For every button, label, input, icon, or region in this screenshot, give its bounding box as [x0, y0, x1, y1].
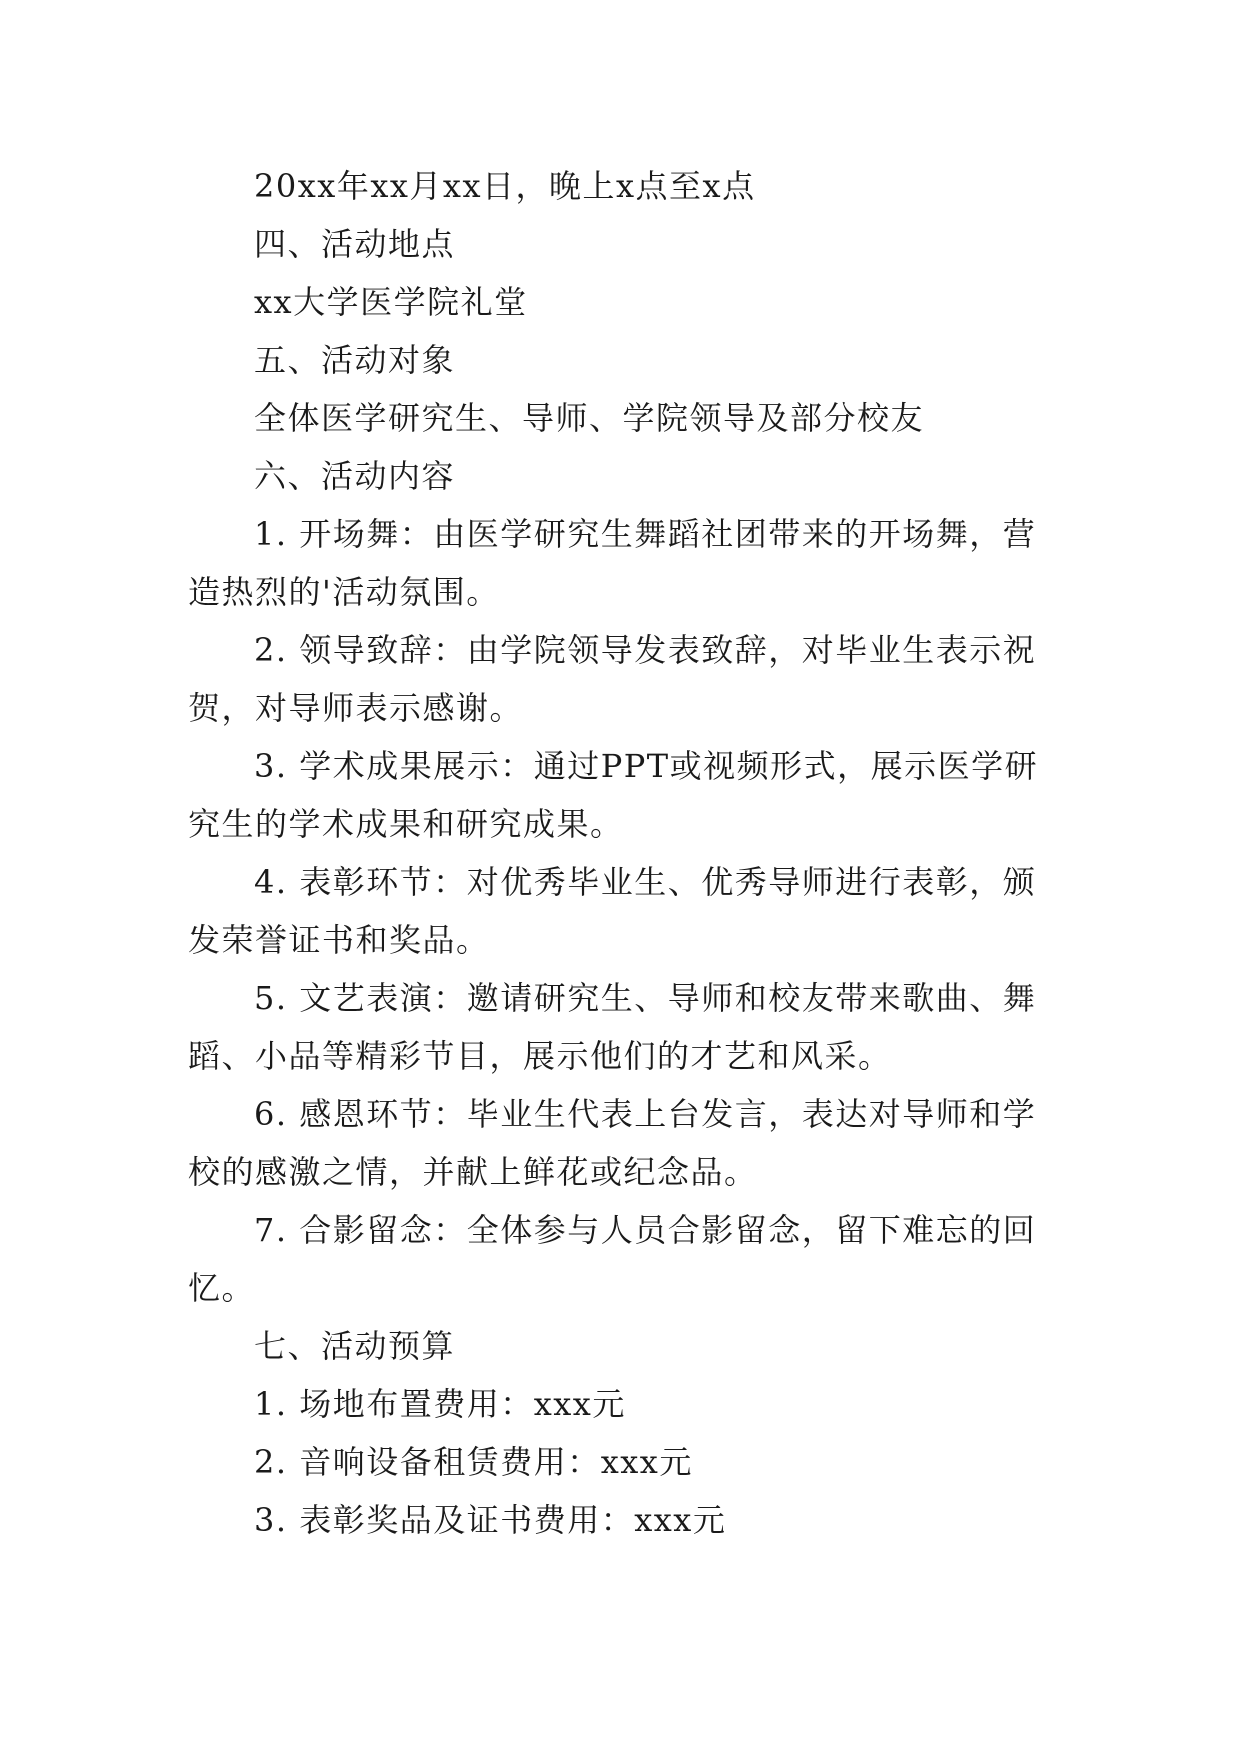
content-item-7-line-1: 7. 合影留念：全体参与人员合影留念，留下难忘的回: [254, 1211, 1037, 1249]
content-item-5-line-1: 5. 文艺表演：邀请研究生、导师和校友带来歌曲、舞: [254, 979, 1037, 1017]
event-audience-text: 全体医学研究生、导师、学院领导及部分校友: [254, 399, 925, 437]
content-item-6-line-2: 校的感激之情，并献上鲜花或纪念品。: [188, 1153, 758, 1191]
section-heading-audience: 五、活动对象: [254, 341, 456, 379]
budget-item-2: 2. 音响设备租赁费用：xxx元: [254, 1443, 693, 1481]
section-heading-budget: 七、活动预算: [254, 1327, 456, 1365]
budget-item-3: 3. 表彰奖品及证书费用：xxx元: [254, 1501, 727, 1539]
content-item-1-line-2: 造热烈的'活动氛围。: [188, 573, 500, 611]
content-item-1-line-1: 1. 开场舞：由医学研究生舞蹈社团带来的开场舞，营: [254, 515, 1037, 553]
section-heading-location: 四、活动地点: [254, 225, 456, 263]
content-item-5-line-2: 蹈、小品等精彩节目，展示他们的才艺和风采。: [188, 1037, 892, 1075]
content-item-3-line-2: 究生的学术成果和研究成果。: [188, 805, 624, 843]
event-time-text: 20xx年xx月xx日，晚上x点至x点: [254, 167, 756, 205]
content-item-4-line-1: 4. 表彰环节：对优秀毕业生、优秀导师进行表彰，颁: [254, 863, 1037, 901]
content-item-2-line-1: 2. 领导致辞：由学院领导发表致辞，对毕业生表示祝: [254, 631, 1037, 669]
event-location-text: xx大学医学院礼堂: [254, 283, 528, 321]
content-item-7-line-2: 忆。: [188, 1269, 256, 1307]
content-item-4-line-2: 发荣誉证书和奖品。: [188, 921, 490, 959]
content-item-2-line-2: 贺，对导师表示感谢。: [188, 689, 524, 727]
content-item-3-line-1: 3. 学术成果展示：通过PPT或视频形式，展示医学研: [254, 747, 1039, 785]
content-item-6-line-1: 6. 感恩环节：毕业生代表上台发言，表达对导师和学: [254, 1095, 1037, 1133]
budget-item-1: 1. 场地布置费用：xxx元: [254, 1385, 626, 1423]
section-heading-content: 六、活动内容: [254, 457, 456, 495]
